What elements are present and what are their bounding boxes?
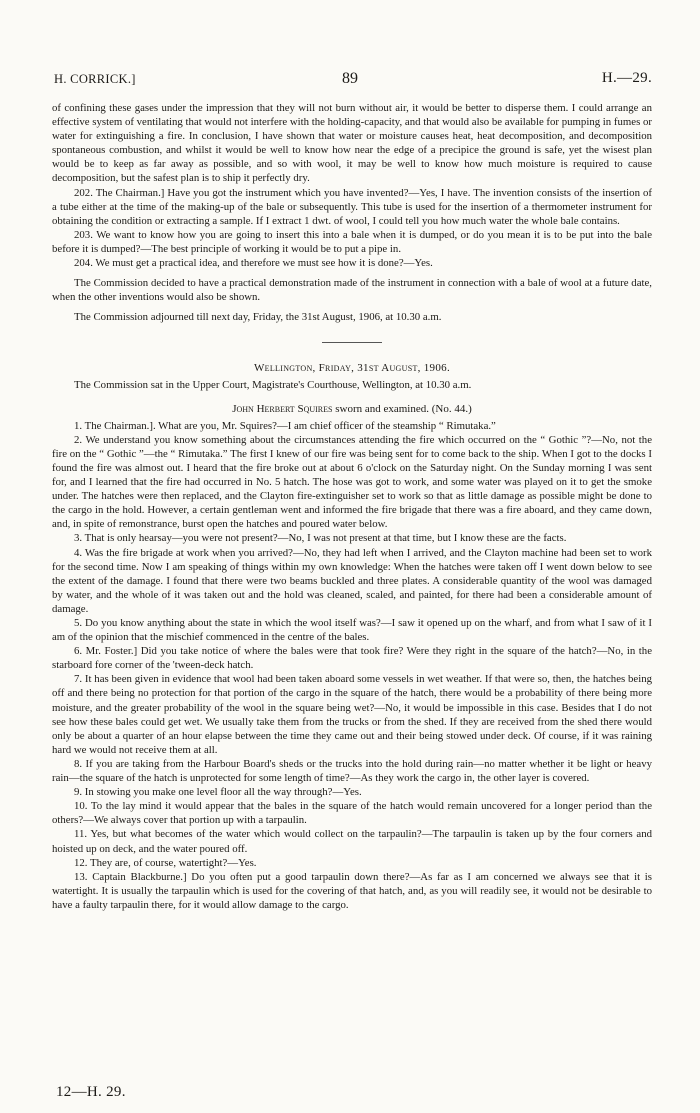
witness-heading — [52, 402, 652, 416]
witness-name: John Herbert Squires — [232, 402, 333, 415]
adjournment-note: The Commission adjourned till next day, Friday, the 31st August, 1906, at 10.30 a.m. — [74, 311, 442, 324]
commission-decision: The Commission decided to have a practical demonstration made of the instrument in connection with a bale of wool at a future date, when the other inventions would also be shown. — [52, 277, 652, 304]
section-divider — [322, 342, 382, 343]
paper-reference: H.—29. — [601, 70, 652, 86]
question-13: 13. Captain Blackburne.] Do you often put a good tarpaulin down there?—As far as I am concerned we always see that it is watertight. It is usually the tarpaulin which is used for the covering of that hatch, and, as you will readily see, it would not be desirable to have a faulty tarpaulin there, for it would allow damage to the cargo. — [52, 870, 652, 911]
paragraph: of confining these gases under the impression that they will not burn without air, it would be better to disperse them. I could arrange an effective system of ventilating that would not interfere with the holding-capacity, and that would also be available for pumping in fumes or water for extinguishing a fire. In conclusion, I have shown that water or moisture causes heat, heat decomposition, and decomposition spontaneous combustion, and whilst it would be well to know how near the edge of a precipice the ground is safe, yet the wisest plan would be to keep as far away as possible, and so with wool, it may be well to know how much moisture is required to cause decomposition, but the safest plan is to ship it perfectly dry. — [52, 102, 652, 185]
sitting-dateline: Wellington, Friday, 31st August, 1906. — [253, 362, 450, 375]
question-204: 204. We must get a practical idea, and therefore we must see how it is done?—Yes. — [74, 257, 433, 270]
witness-status: sworn and examined. (No. 44.) — [332, 402, 472, 415]
question-9: 9. In stowing you make one level floor all the way through?—Yes. — [74, 786, 362, 799]
sitting-note: The Commission sat in the Upper Court, Magistrate's Courthouse, Wellington, at 10.30 a.m. — [74, 378, 472, 391]
document-page — [52, 0, 652, 1113]
question-7: 7. It has been given in evidence that wool had been taken aboard some vessels in wet weather. If that were so, then, the hatches being off and there being no protection for that portion of the cargo in the square of the hatch, there would be a probability of there being more moisture, and the greater probability of the wool in the square being wet?—No, it would be impossible in this case. Besides that I do not see how these bales could get wet. We usually take them from the trucks or from the shed. If they are received from the shed there would only be about a quarter of an hour elapse between the time they came out and their being stowed under deck. Of course, if it was raining hard we would not receive them at all. — [52, 673, 652, 756]
page-footer-signature: 12—H. 29. — [56, 1084, 126, 1100]
question-203: 203. We want to know how you are going to insert this into a bale when it is dumped, or do you mean it is to be put into the bale before it is dumped?—The best principle of working it would be to put a pipe in. — [52, 228, 652, 255]
question-4: 4. Was the fire brigade at work when you arrived?—No, they had left when I arrived, and the Clayton machine had been set to work for the second time. Now I am speaking of things within my own knowledge: When the hatches were taken off I went down below to see the extent of the damage. I found that there were two beams buckled and three plates. A considerable quantity of the wool was damaged by water, and the whole of it was taken out and the hold was cleaned, scaled, and painted, for there had been a considerable amount of damage. — [52, 546, 652, 615]
question-3: 3. That is only hearsay—you were not present?—No, I was not present at that time, but I know these are the facts. — [74, 532, 567, 545]
header-witness-name: H. CORRICK.] — [54, 72, 136, 86]
question-5: 5. Do you know anything about the state in which the wool itself was?—I saw it opened up on the wharf, and from what I saw of it I am of the opinion that the mischief commenced in the centre of the bales. — [52, 617, 652, 644]
question-6: 6. Mr. Foster.] Did you take notice of where the bales were that took fire? Were they right in the square of the hatch?—No, in the starboard fore corner of the 'tween-deck hatch. — [52, 645, 652, 672]
page-number: 89 — [342, 70, 358, 87]
page-header — [52, 72, 652, 92]
question-11: 11. Yes, but what becomes of the water which would collect on the tarpaulin?—The tarpaulin is taken up by the four corners and hoisted up on deck, and the water poured off. — [52, 828, 652, 855]
question-12: 12. They are, of course, watertight?—Yes. — [74, 856, 257, 869]
question-10: 10. To the lay mind it would appear that the bales in the square of the hatch would remain uncovered for a longer period than the others?—We always cover that portion up with a tarpaulin. — [52, 800, 652, 827]
question-2: 2. We understand you know something about the circumstances attending the fire which occurred on the “ Gothic ”?—No, not the fire on the “ Gothic ”—the “ Rimutaka.” The first I knew of our fire was being sent for to come back to the ship. When I got to the docks I found the fire was almost out. I heard that the fire broke out at about 6 o'clock on the Saturday night. On the Sunday morning I was sent for, and I learned that the fire had occurred in No. 5 hatch. The hose was got to work, and some water was played on it to get the smoke under. The hatches were then replaced, and the Clayton fire-extinguisher set to work so that as little damage as possible might be done to the cargo in the hold. However, a certain gentleman went and informed the fire brigade that there was a fire aboard, and they came down, and, in spite of remonstrance, burst open the hatches and poured water below. — [52, 433, 652, 531]
question-1: 1. The Chairman.]. What are you, Mr. Squires?—I am chief officer of the steamship “ Rimutaka.” — [74, 419, 496, 432]
question-8: 8. If you are taking from the Harbour Board's sheds or the trucks into the hold during rain—no matter whether it be light or heavy rain—the square of the hatch is unprotected for some length of time?—As they work the cargo in, the other layer is covered. — [52, 757, 652, 785]
question-202: 202. The Chairman.] Have you got the instrument which you have invented?—Yes, I have. The invention consists of the insertion of a tube either at the time of the making-up of the bale or subsequently. This tube is used for the insertion of a thermometer instrument for obtaining the condition or extracting a sample. If I extract 1 dwt. of wool, I could tell you how much water the whole bale contains. — [52, 186, 652, 227]
page-body — [52, 101, 652, 912]
